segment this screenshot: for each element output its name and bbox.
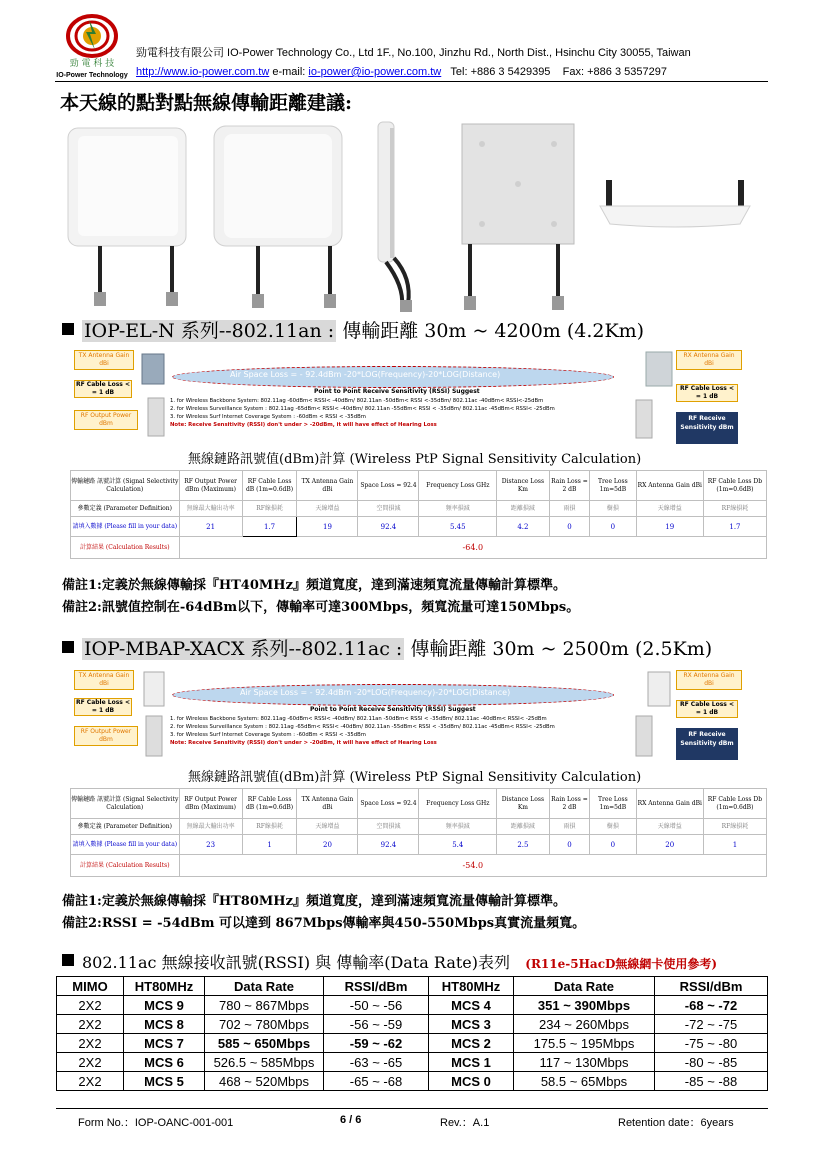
remark-1: 備註1:定義於無線傳輸採『HT40MHz』頻道寬度，達到滿速頻寬流量傳輸計算標準。	[62, 578, 566, 593]
col-head: RX Antenna Gain dBi	[636, 471, 703, 501]
suggest-line-2: 2. for Wireless Surveillance System : 802.11ag -65dBm< RSSI< -40dBm/ 802.11an -55dBm< RSSI < -35dBm/ 802.11ac -45dBm< RSSI< -25dBm	[170, 724, 555, 730]
rx-antenna-icon	[626, 668, 676, 762]
section-heading-2: IOP-MBAP-XACX 系列--802.11ac : 傳輸距離 30m ~ 2500m (2.5Km)	[62, 634, 712, 661]
row-head: 計算結果 (Calculation Results)	[71, 855, 180, 877]
col-head: TX Antenna Gain dBi	[297, 471, 358, 501]
suggest-line-3: 3. for Wireless Surf Internet Coverage System : -60dBm < RSSI < -35dBm	[170, 414, 366, 420]
col-head: Tree Loss 1m=5dB	[590, 471, 637, 501]
tx-gain-box: TX Antenna Gain dBi	[74, 670, 134, 690]
cell: MCS 3	[429, 1015, 514, 1034]
definition-cell: RF線損耗	[242, 501, 297, 517]
rf-output-power-box: RF Output Power dBm	[74, 410, 138, 430]
value-cell[interactable]: 1	[703, 835, 766, 855]
cell: 117 ~ 130Mbps	[514, 1053, 655, 1072]
suggest-line-1: 1. for Wireless Backbone System: 802.11ag -60dBm< RSSI< -40dBm/ 802.11an -50dBm< RSSI <-35dBm/ 802.11ac -40dBm< RSSI<-25dBm	[170, 398, 544, 404]
link-budget-diagram-2	[70, 668, 767, 884]
col-head: Tree Loss 1m=5dB	[590, 789, 637, 819]
definition-cell: 空間損減	[358, 501, 419, 517]
warning-note: Note: Receive Sensitivity (RSSI) don't under > -20dBm, it will have effect of Hearing Loss	[170, 422, 437, 428]
col-header: Data Rate	[514, 977, 655, 996]
cell: -56 ~ -59	[324, 1015, 429, 1034]
definition-cell: RF線損耗	[703, 501, 766, 517]
value-cell[interactable]: 21	[179, 517, 242, 537]
col-head: RF Output Power dBm (Maximum)	[179, 471, 242, 501]
cell: 175.5 ~ 195Mbps	[514, 1034, 655, 1053]
cell: 58.5 ~ 65Mbps	[514, 1072, 655, 1091]
product-image-2	[210, 122, 350, 314]
col-head: RF Cable Loss dB (1m=0.6dB)	[242, 471, 297, 501]
rf-cable-loss-box: RF Cable Loss < = 1 dB	[74, 380, 132, 398]
cell: 2X2	[57, 1053, 124, 1072]
rates-note: (R11e-5HacD無線網卡使用參考)	[525, 957, 718, 971]
cell: MCS 7	[124, 1034, 205, 1053]
rx-gain-box: RX Antenna Gain dBi	[676, 350, 742, 370]
table-row	[57, 1053, 768, 1072]
calc-title: 無線鏈路訊號值(dBm)計算 (Wireless PtP Signal Sensitivity Calculation)	[188, 770, 642, 785]
suggest-line-3: 3. for Wireless Surf Internet Coverage System : -60dBm < RSSI < -35dBm	[170, 732, 366, 738]
fax: Fax: +886 3 5357297	[562, 66, 667, 78]
remark-1: 備註1:定義於無線傳輸採『HT80MHz』頻道寬度，達到滿速頻寬流量傳輸計算標準。	[62, 894, 566, 909]
cell: 702 ~ 780Mbps	[205, 1015, 324, 1034]
value-cell[interactable]: 0	[590, 835, 637, 855]
link-budget-diagram-1	[70, 348, 767, 568]
row-head: 參數定義 (Parameter Definition)	[71, 819, 180, 835]
value-cell[interactable]: 0	[590, 517, 637, 537]
cell: 585 ~ 650Mbps	[205, 1034, 324, 1053]
suggest-line-2: 2. for Wireless Surveillance System : 802.11ag -65dBm< RSSI< -40dBm/ 802.11an -55dBm< RSSI < -35dBm/ 802.11ac -45dBm< RSSI< -25dBm	[170, 406, 555, 412]
value-cell[interactable]: 92.4	[358, 517, 419, 537]
col-head: Space Loss = 92.4	[358, 789, 419, 819]
section-heading-1: IOP-EL-N 系列--802.11an : 傳輸距離 30m ~ 4200m (4.2Km)	[62, 316, 644, 343]
col-head: TX Antenna Gain dBi	[297, 789, 358, 819]
col-head: RF Cable Loss dB (1m=0.6dB)	[242, 789, 297, 819]
value-cell[interactable]: 19	[636, 517, 703, 537]
air-space-loss: Air Space Loss = - 92.4dBm -20*LOG(Frequency)-20*LOG(Distance)	[230, 370, 501, 379]
product-image-3	[364, 118, 450, 314]
cell: 234 ~ 260Mbps	[514, 1015, 655, 1034]
rx-antenna-icon	[626, 348, 676, 442]
cell: -85 ~ -88	[655, 1072, 768, 1091]
definition-cell: 雨損	[549, 819, 589, 835]
rx-cable-loss-box: RF Cable Loss < = 1 dB	[676, 700, 738, 718]
definition-cell: RF線損耗	[242, 819, 297, 835]
svg-text:IO-Power Technology: IO-Power Technology	[56, 72, 128, 79]
value-cell[interactable]: 1	[242, 835, 297, 855]
cell: 468 ~ 520Mbps	[205, 1072, 324, 1091]
cell: 526.5 ~ 585Mbps	[205, 1053, 324, 1072]
value-cell[interactable]: 19	[297, 517, 358, 537]
value-cell[interactable]: 1.7	[703, 517, 766, 537]
value-cell[interactable]: 4.2	[497, 517, 550, 537]
square-bullet-icon	[62, 954, 74, 966]
col-header: RSSI/dBm	[324, 977, 429, 996]
remark-2: 備註2:RSSI = -54dBm 可以達到 867Mbps傳輸率與450-550Mbps真實流量頻寬。	[62, 916, 586, 931]
page-number: 6 / 6	[340, 1114, 362, 1126]
cell: MCS 6	[124, 1053, 205, 1072]
definition-cell: 無線最大輸出功率	[179, 501, 242, 517]
definition-cell: RF線損耗	[703, 819, 766, 835]
email-link[interactable]: io-power@io-power.com.tw	[308, 66, 442, 78]
value-cell[interactable]: 0	[549, 517, 589, 537]
cell: -75 ~ -80	[655, 1034, 768, 1053]
product-image-1	[62, 122, 194, 314]
footer-divider	[56, 1108, 768, 1109]
cell: MCS 2	[429, 1034, 514, 1053]
row-head: 請填入數據 (Please fill in your data)	[71, 517, 180, 537]
value-cell[interactable]: 23	[179, 835, 242, 855]
definition-cell: 雨損	[549, 501, 589, 517]
company-logo	[56, 14, 128, 80]
col-header: MIMO	[57, 977, 124, 996]
definition-cell: 天線增益	[297, 819, 358, 835]
cell: 2X2	[57, 996, 124, 1015]
col-head: Rain Loss = 2 dB	[549, 789, 589, 819]
col-head: Frequency Loss GHz	[419, 789, 497, 819]
rx-gain-box: RX Antenna Gain dBi	[676, 670, 742, 690]
col-head: Distance Loss Km	[497, 789, 550, 819]
suggest-line-1: 1. for Wireless Backbone System: 802.11ag -60dBm< RSSI< -40dBm/ 802.11an -50dBm< RSSI < -35dBm/ 802.11ac -40dBm< RSSI< -25dBm	[170, 716, 547, 722]
form-number: Form No.：IOP-OANC-001-001	[78, 1117, 234, 1129]
row-head: 傳輸鏈路 訊號計算 (Signal Selectivity Calculation)	[71, 471, 180, 501]
svg-text:勁 電 科 技: 勁 電 科 技	[69, 59, 115, 69]
definition-cell: 天線增益	[636, 501, 703, 517]
definition-cell: 頻率損減	[419, 501, 497, 517]
col-header: HT80MHz	[124, 977, 205, 996]
col-header: Data Rate	[205, 977, 324, 996]
cell: MCS 0	[429, 1072, 514, 1091]
cell: -72 ~ -75	[655, 1015, 768, 1034]
col-head: RF Cable Loss Db (1m=0.6dB)	[703, 471, 766, 501]
cell: MCS 8	[124, 1015, 205, 1034]
cell: MCS 9	[124, 996, 205, 1015]
value-cell[interactable]: 2.5	[497, 835, 550, 855]
air-space-loss: Air Space Loss = - 92.4dBm -20*LOG(Frequency)-20*LOG(Distance)	[240, 688, 511, 697]
warning-note: Note: Receive Sensitivity (RSSI) don't under > -20dBm, it will have effect of Hearing Loss	[170, 740, 437, 746]
value-cell[interactable]: 92.4	[358, 835, 419, 855]
table-row	[57, 1034, 768, 1053]
col-header: HT80MHz	[429, 977, 514, 996]
row-head: 傳輸鏈路 訊號計算 (Signal Selectivity Calculation)	[71, 789, 180, 819]
square-bullet-icon	[62, 323, 74, 335]
cell: 2X2	[57, 1034, 124, 1053]
square-bullet-icon	[62, 641, 74, 653]
definition-cell: 樹損	[590, 819, 637, 835]
revision: Rev.：A.1	[440, 1117, 490, 1129]
ptp-title: Point to Point Receive Sensitivity (RSSI) Suggest	[310, 706, 476, 713]
value-cell[interactable]: 0	[549, 835, 589, 855]
cell: MCS 4	[429, 996, 514, 1015]
tel: Tel: +886 3 5429395	[450, 66, 551, 78]
value-cell[interactable]: 20	[636, 835, 703, 855]
cell: MCS 5	[124, 1072, 205, 1091]
definition-cell: 樹損	[590, 501, 637, 517]
row-head: 參數定義 (Parameter Definition)	[71, 501, 180, 517]
col-head: RF Cable Loss Db (1m=0.6dB)	[703, 789, 766, 819]
table-row	[57, 1072, 768, 1091]
definition-cell: 頻率損減	[419, 819, 497, 835]
value-cell[interactable]: 5.4	[419, 835, 497, 855]
company-address: 勁電科技有限公司 IO-Power Technology Co., Ltd 1F., No.100, Jinzhu Rd., North Dist., Hsinchu City 30055, Taiwan	[136, 47, 691, 59]
product-image-4	[458, 120, 582, 314]
table-row	[57, 996, 768, 1015]
cell: -80 ~ -85	[655, 1053, 768, 1072]
value-cell[interactable]: 20	[297, 835, 358, 855]
definition-cell: 天線增益	[636, 819, 703, 835]
product-image-5	[590, 170, 760, 240]
rf-output-power-box: RF Output Power dBm	[74, 726, 138, 746]
remark-2: 備註2:訊號值控制在-64dBm以下，傳輸率可達300Mbps，頻寬流量可達150Mbps。	[62, 600, 580, 615]
definition-cell: 距離損減	[497, 819, 550, 835]
rx-cable-loss-box: RF Cable Loss < = 1 dB	[676, 384, 738, 402]
col-head: RF Output Power dBm (Maximum)	[179, 789, 242, 819]
result-cell: -64.0	[179, 537, 766, 559]
cell: -59 ~ -62	[324, 1034, 429, 1053]
col-head: RX Antenna Gain dBi	[636, 789, 703, 819]
definition-cell: 無線最大輸出功率	[179, 819, 242, 835]
cell: -50 ~ -56	[324, 996, 429, 1015]
col-header: RSSI/dBm	[655, 977, 768, 996]
tx-antenna-icon	[134, 668, 168, 762]
rates-heading: 802.11ac 無線接收訊號(RSSI) 與 傳輸率(Data Rate)表列 (R11e-5HacD無線網卡使用參考)	[62, 950, 717, 973]
website-link[interactable]: http://www.io-power.com.tw	[136, 66, 270, 78]
cell: 2X2	[57, 1015, 124, 1034]
value-cell[interactable]: 1.7	[242, 517, 297, 537]
rates-table	[56, 976, 768, 1091]
rx-sensitivity-box: RF Receive Sensitivity dBm	[676, 412, 738, 444]
col-head: Distance Loss Km	[497, 471, 550, 501]
col-head: Space Loss = 92.4	[358, 471, 419, 501]
page-title: 本天線的點對點無線傳輸距離建議:	[60, 92, 353, 114]
definition-cell: 空間損減	[358, 819, 419, 835]
email-label: e-mail:	[272, 66, 306, 78]
table-row	[57, 1015, 768, 1034]
tx-gain-box: TX Antenna Gain dBi	[74, 350, 134, 370]
definition-cell: 距離損減	[497, 501, 550, 517]
calc-table-1	[70, 470, 767, 559]
row-head: 計算結果 (Calculation Results)	[71, 537, 180, 559]
cell: -63 ~ -65	[324, 1053, 429, 1072]
value-cell[interactable]: 5.45	[419, 517, 497, 537]
definition-cell: 天線增益	[297, 501, 358, 517]
rx-sensitivity-box: RF Receive Sensitivity dBm	[676, 728, 738, 760]
tx-antenna-icon	[134, 348, 168, 442]
cell: 2X2	[57, 1072, 124, 1091]
contact-line	[136, 66, 667, 78]
col-head: Frequency Loss GHz	[419, 471, 497, 501]
col-head: Rain Loss = 2 dB	[549, 471, 589, 501]
cell: -68 ~ -72	[655, 996, 768, 1015]
cell: 351 ~ 390Mbps	[514, 996, 655, 1015]
rf-cable-loss-box: RF Cable Loss < = 1 dB	[74, 698, 132, 716]
calc-table-2	[70, 788, 767, 877]
cell: 780 ~ 867Mbps	[205, 996, 324, 1015]
header-divider	[55, 81, 768, 82]
retention-date: Retention date：6years	[618, 1117, 734, 1129]
cell: -65 ~ -68	[324, 1072, 429, 1091]
result-cell: -54.0	[179, 855, 766, 877]
row-head: 請填入數據 (Please fill in your data)	[71, 835, 180, 855]
ptp-title: Point to Point Receive Sensitivity (RSSI) Suggest	[314, 388, 480, 395]
calc-title: 無線鏈路訊號值(dBm)計算 (Wireless PtP Signal Sensitivity Calculation)	[188, 452, 642, 467]
cell: MCS 1	[429, 1053, 514, 1072]
